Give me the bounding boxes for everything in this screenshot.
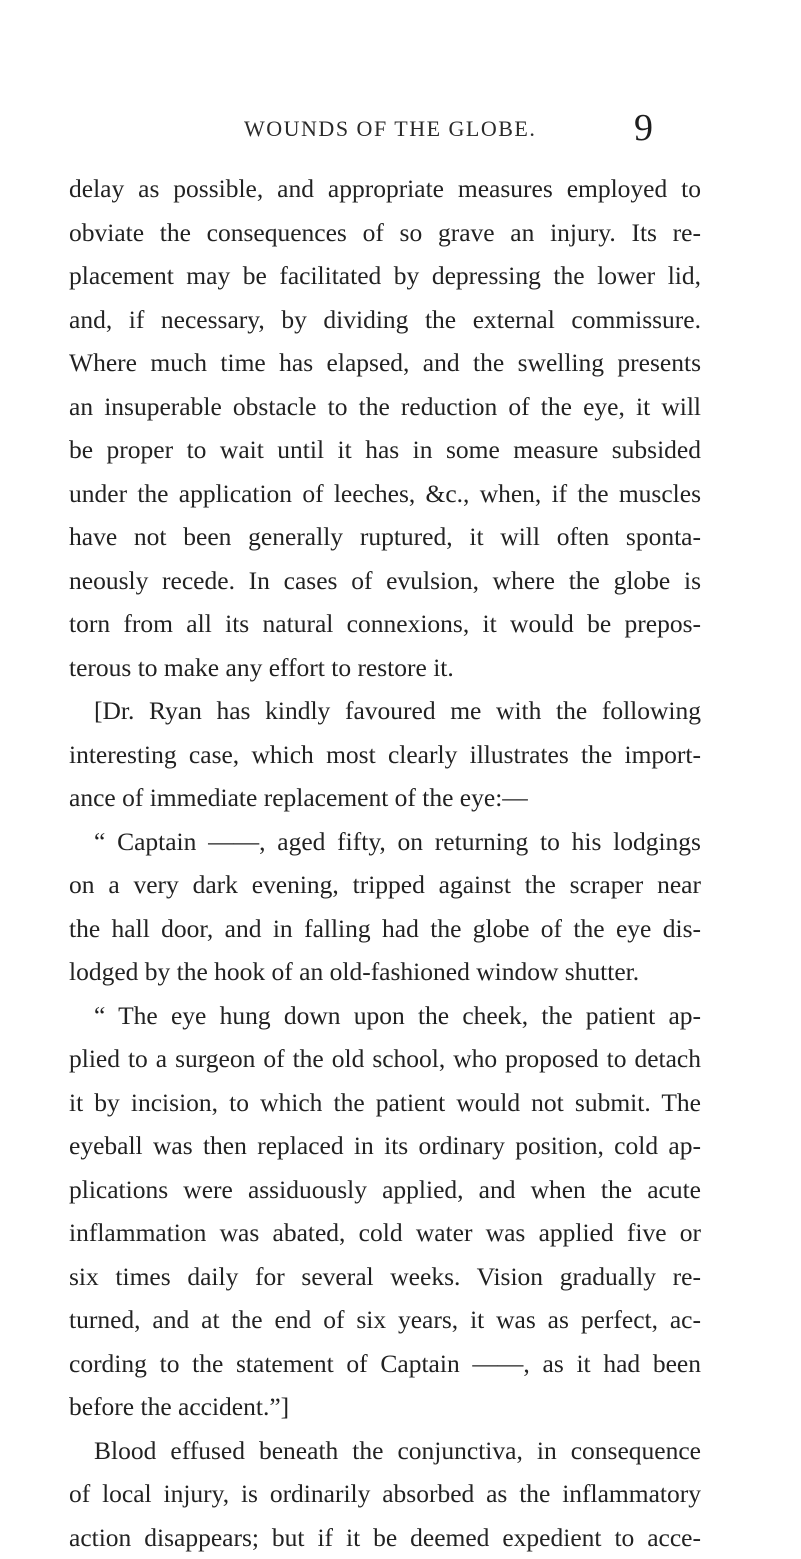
page-header bbox=[0, 114, 801, 158]
text-line: action disappears; but if it be deemed expedient to acce- bbox=[69, 1516, 701, 1559]
text-line: torn from all its natural connexions, it would be prepos- bbox=[69, 602, 701, 646]
text-line: the hall door, and in falling had the globe of the eye dis- bbox=[69, 907, 701, 951]
running-head: WOUNDS OF THE GLOBE. bbox=[244, 116, 536, 142]
text-line: plications were assiduously applied, and when the acute bbox=[69, 1168, 701, 1212]
text-line: of local injury, is ordinarily absorbed as the inflammatory bbox=[69, 1472, 701, 1516]
text-line: lodged by the hook of an old-fashioned window shutter. bbox=[69, 950, 701, 994]
text-line: “ The eye hung down upon the cheek, the patient ap- bbox=[69, 994, 701, 1038]
text-line: eyeball was then replaced in its ordinary position, cold ap- bbox=[69, 1124, 701, 1168]
text-line: placement may be facilitated by depressing the lower lid, bbox=[69, 254, 701, 298]
text-line: neously recede. In cases of evulsion, where the globe is bbox=[69, 559, 701, 603]
text-line: Where much time has elapsed, and the swelling presents bbox=[69, 341, 701, 385]
text-line: and, if necessary, by dividing the external commissure. bbox=[69, 298, 701, 342]
body-text bbox=[69, 167, 701, 1559]
text-line: interesting case, which most clearly illustrates the import- bbox=[69, 733, 701, 777]
text-line: turned, and at the end of six years, it was as perfect, ac- bbox=[69, 1298, 701, 1342]
text-line: terous to make any effort to restore it. bbox=[69, 646, 701, 690]
text-line: it by incision, to which the patient would not submit. The bbox=[69, 1081, 701, 1125]
text-line: ance of immediate replacement of the eye:— bbox=[69, 776, 701, 820]
text-line: plied to a surgeon of the old school, who proposed to detach bbox=[69, 1037, 701, 1081]
text-line: before the accident.”] bbox=[69, 1385, 701, 1429]
text-line: “ Captain ——, aged fifty, on returning to his lodgings bbox=[69, 820, 701, 864]
text-line: Blood effused beneath the conjunctiva, in consequence bbox=[69, 1429, 701, 1473]
text-line: on a very dark evening, tripped against the scraper near bbox=[69, 863, 701, 907]
text-line: inflammation was abated, cold water was applied five or bbox=[69, 1211, 701, 1255]
text-line: six times daily for several weeks. Vision gradually re- bbox=[69, 1255, 701, 1299]
page-number: 9 bbox=[634, 106, 653, 150]
text-line: cording to the statement of Captain ——, as it had been bbox=[69, 1342, 701, 1386]
text-line: delay as possible, and appropriate measures employed to bbox=[69, 167, 701, 211]
text-line: an insuperable obstacle to the reduction of the eye, it will bbox=[69, 385, 701, 429]
text-line: [Dr. Ryan has kindly favoured me with the following bbox=[69, 689, 701, 733]
text-line: obviate the consequences of so grave an injury. Its re- bbox=[69, 211, 701, 255]
text-line: under the application of leeches, &c., when, if the muscles bbox=[69, 472, 701, 516]
text-line: be proper to wait until it has in some measure subsided bbox=[69, 428, 701, 472]
text-line: have not been generally ruptured, it will often sponta- bbox=[69, 515, 701, 559]
